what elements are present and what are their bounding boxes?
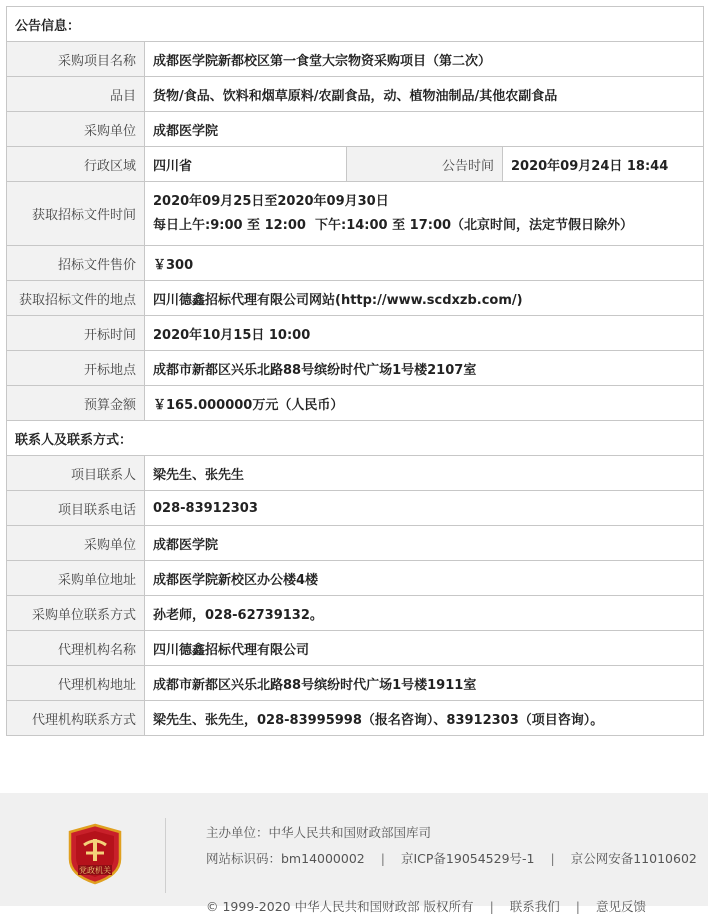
table-row: [7, 631, 704, 666]
row-value: ￥300: [145, 246, 704, 281]
table-row: [7, 491, 704, 526]
row-value: ￥165.000000万元（人民币）: [145, 386, 704, 421]
row-label: 代理机构名称: [7, 631, 145, 666]
footer-copyright: © 1999-2020 中华人民共和国财政部 版权所有: [206, 899, 474, 914]
section-row: [7, 421, 704, 456]
footer-feedback-link[interactable]: 意见反馈: [596, 899, 647, 914]
table-row: [7, 182, 704, 246]
docs-time-value: [145, 182, 704, 246]
region-value: 四川省: [145, 147, 347, 182]
table-row: [7, 456, 704, 491]
publish-time-value: 2020年09月24日 18:44: [503, 147, 704, 182]
table-row: [7, 596, 704, 631]
row-value: 成都医学院: [145, 526, 704, 561]
row-value: 梁先生、张先生: [145, 456, 704, 491]
footer-host: 主办单位：中华人民共和国财政部国库司: [206, 825, 432, 840]
footer-icp-link[interactable]: 京ICP备19054529号-1: [400, 851, 535, 866]
table-row: [7, 77, 704, 112]
row-label: 采购单位地址: [7, 561, 145, 596]
row-label: 采购项目名称: [7, 42, 145, 77]
row-label: 项目联系电话: [7, 491, 145, 526]
row-label: 开标地点: [7, 351, 145, 386]
row-label: 项目联系人: [7, 456, 145, 491]
row-label: 招标文件售价: [7, 246, 145, 281]
row-value: 成都市新都区兴乐北路88号缤纷时代广场1号楼1911室: [145, 666, 704, 701]
row-value: 梁先生、张先生，028-83995998（报名咨询）、83912303（项目咨询）。: [145, 701, 704, 736]
row-value: 成都市新都区兴乐北路88号缤纷时代广场1号楼2107室: [145, 351, 704, 386]
table-row: [7, 666, 704, 701]
footer-divider: [165, 818, 166, 893]
section-row: [7, 7, 704, 42]
notice-table: [6, 6, 704, 736]
row-value: 货物/食品、饮料和烟草原料/农副食品，动、植物油制品/其他农副食品: [145, 77, 704, 112]
row-label: 品目: [7, 77, 145, 112]
table-row: [7, 147, 704, 182]
notice-panel: [6, 6, 703, 736]
table-row: [7, 526, 704, 561]
row-label: 开标时间: [7, 316, 145, 351]
footer-separator: |: [550, 851, 555, 866]
footer-separator: |: [489, 899, 494, 914]
row-label: 代理机构地址: [7, 666, 145, 701]
table-row: [7, 112, 704, 147]
row-label: 采购单位联系方式: [7, 596, 145, 631]
row-label: 预算金额: [7, 386, 145, 421]
section-title-notice: 公告信息：: [7, 7, 704, 42]
row-value: 2020年10月15日 10:00: [145, 316, 704, 351]
row-label: 采购单位: [7, 526, 145, 561]
table-row: [7, 386, 704, 421]
row-label: 获取招标文件的地点: [7, 281, 145, 316]
site-footer: [0, 793, 708, 914]
row-value: 成都医学院: [145, 112, 704, 147]
docs-time-line2: 每日上午:9:00 至 12:00 下午:14:00 至 17:00（北京时间，法定节假日除外）: [153, 217, 634, 233]
table-row: [7, 561, 704, 596]
table-row: [7, 281, 704, 316]
footer-site-id: 网站标识码：bm14000002: [206, 851, 365, 866]
footer-ids: [206, 849, 697, 867]
row-value: 028-83912303: [145, 491, 704, 526]
publish-time-label: 公告时间: [347, 147, 503, 182]
row-label: 代理机构联系方式: [7, 701, 145, 736]
table-row: [7, 351, 704, 386]
row-value: 孙老师，028-62739132。: [145, 596, 704, 631]
row-value: 成都医学院新都校区第一食堂大宗物资采购项目（第二次）: [145, 42, 704, 77]
docs-time-label: 获取招标文件时间: [7, 182, 145, 246]
footer-copyright-line: [206, 897, 646, 915]
footer-separator: |: [380, 851, 385, 866]
table-row: [7, 42, 704, 77]
table-row: [7, 246, 704, 281]
table-row: [7, 701, 704, 736]
footer-separator: |: [575, 899, 581, 914]
section-title-contacts: 联系人及联系方式：: [7, 421, 704, 456]
footer-police-link[interactable]: 京公网安备11010602: [570, 851, 697, 866]
party-gov-logo-icon[interactable]: [66, 823, 124, 885]
region-label: 行政区域: [7, 147, 145, 182]
logo-text: 党政机关: [79, 866, 111, 875]
table-row: [7, 316, 704, 351]
docs-time-line1: 2020年09月25日至2020年09月30日: [153, 193, 389, 209]
row-value: 四川德鑫招标代理有限公司: [145, 631, 704, 666]
footer-contact-link[interactable]: 联系我们: [509, 899, 560, 914]
row-label: 采购单位: [7, 112, 145, 147]
row-value: 四川德鑫招标代理有限公司网站(http://www.scdxzb.com/): [145, 281, 704, 316]
row-value: 成都医学院新校区办公楼4楼: [145, 561, 704, 596]
